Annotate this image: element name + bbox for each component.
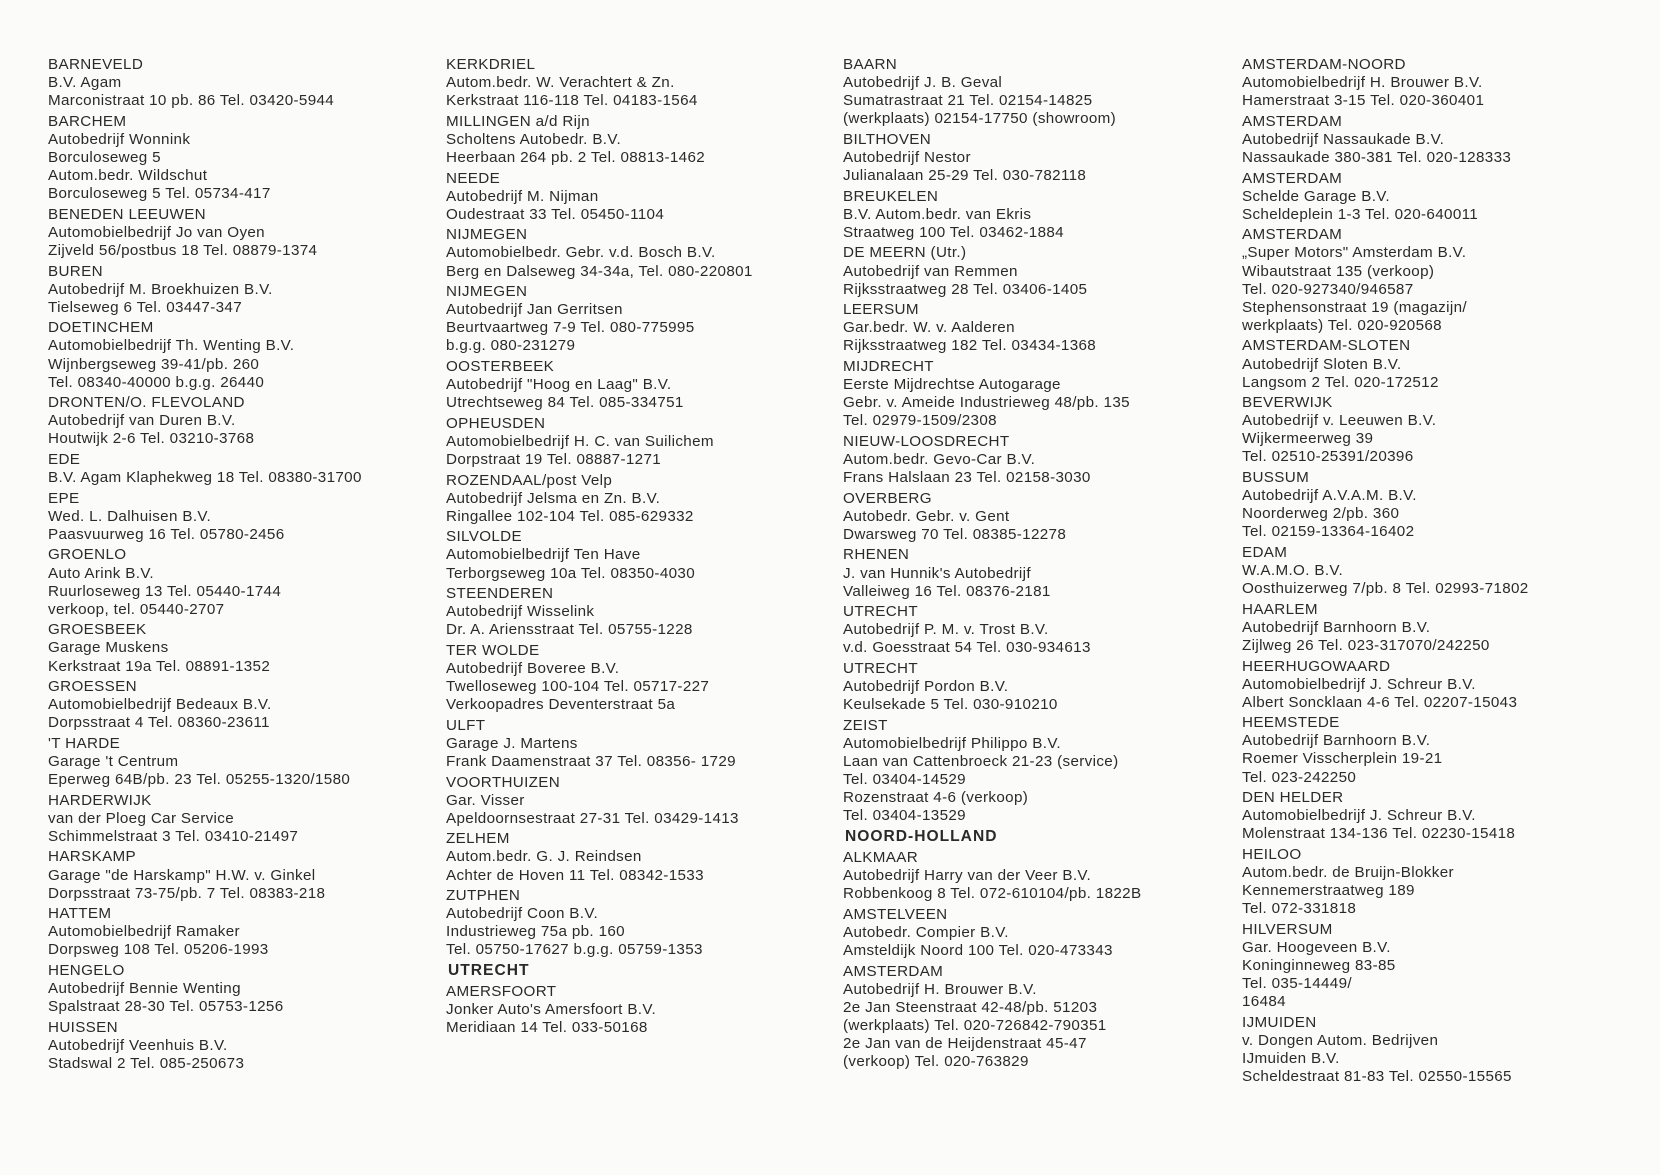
dealer-detail-line: (werkplaats) Tel. 020-726842-790351	[843, 1016, 1107, 1034]
dealer-city: AMSTERDAM	[1242, 169, 1343, 187]
dealer-detail-line: Rozenstraat 4-6 (verkoop)	[843, 789, 1029, 807]
dealer-detail-line: Tel. 020-927340/946587	[1242, 280, 1414, 298]
dealer-detail-line: Straatweg 100 Tel. 03462-1884	[843, 223, 1064, 241]
dealer-city: BAARN	[843, 56, 898, 73]
dealer-city: OVERBERG	[843, 489, 932, 507]
dealer-city: GROESSEN	[48, 678, 137, 696]
dealer-detail-line: Kerkstraat 19a Tel. 08891-1352	[48, 657, 271, 675]
dealer-entry	[1242, 714, 1634, 786]
dealer-city: BENEDEN LEEUWEN	[48, 205, 206, 223]
dealer-detail-line: Marconistraat 10 pb. 86 Tel. 03420-5944	[48, 92, 335, 110]
dealer-detail-line: Automobielbedrijf J. Schreur B.V.	[1242, 675, 1476, 693]
dealer-detail-line: Amsteldijk Noord 100 Tel. 020-473343	[843, 941, 1113, 959]
dealer-detail-line: Eerste Mijdrechtse Autogarage	[843, 376, 1061, 394]
dealer-city: AMSTERDAM-NOORD	[1242, 56, 1406, 73]
dealer-city: AMSTERDAM-SLOTEN	[1242, 337, 1411, 355]
dealer-entry	[446, 113, 838, 167]
dealer-city: BREUKELEN	[843, 187, 939, 205]
dealer-detail-line: Autom.bedr. de Bruijn-Blokker	[1242, 864, 1454, 882]
dealer-detail-line: Autobedrijf Pordon B.V.	[843, 678, 1009, 696]
dealer-detail-line: Tel. 05750-17627 b.g.g. 05759-1353	[446, 941, 703, 959]
dealer-detail-line: Garage J. Martens	[446, 734, 578, 752]
dealer-entry	[446, 226, 838, 280]
dealer-entry	[446, 887, 838, 959]
dealer-detail-line: Autobedrijf Jelsma en Zn. B.V.	[446, 489, 661, 507]
dealer-city: VOORTHUIZEN	[446, 773, 561, 791]
dealer-entry	[843, 301, 1235, 355]
dealer-city: IJMUIDEN	[1242, 1013, 1317, 1031]
dealer-detail-line: Langsom 2 Tel. 020-172512	[1242, 373, 1439, 391]
dealer-detail-line: Hamerstraat 3-15 Tel. 020-360401	[1242, 92, 1485, 110]
dealer-city: ZELHEM	[446, 830, 510, 848]
dealer-detail-line: Auto Arink B.V.	[48, 564, 154, 582]
dealer-entry	[48, 848, 440, 902]
dealer-detail-line: Dorpsstraat 73-75/pb. 7 Tel. 08383-218	[48, 884, 326, 902]
dealer-detail-line: Dwarsweg 70 Tel. 08385-12278	[843, 525, 1067, 543]
dealer-detail-line: Utrechtseweg 84 Tel. 085-334751	[446, 394, 684, 412]
dealer-city: AMSTERDAM	[1242, 112, 1343, 130]
dealer-detail-line: b.g.g. 080-231279	[446, 337, 576, 355]
dealer-detail-line: Paasvuurweg 16 Tel. 05780-2456	[48, 525, 285, 543]
dealer-detail-line: Schimmelstraat 3 Tel. 03410-21497	[48, 827, 299, 845]
dealer-detail-line: Autom.bedr. Wildschut	[48, 167, 208, 185]
dealer-detail-line: Tel. 072-331818	[1242, 900, 1357, 918]
directory-column-2	[446, 56, 838, 1040]
dealer-detail-line: Tel. 02510-25391/20396	[1242, 448, 1414, 466]
dealer-detail-line: Automobielbedrijf Ramaker	[48, 923, 240, 941]
dealer-city: 'T HARDE	[48, 734, 121, 752]
directory-column-3	[843, 56, 1235, 1074]
dealer-detail-line: Industrieweg 75a pb. 160	[446, 923, 625, 941]
dealer-entry	[843, 546, 1235, 600]
section-heading: NOORD-HOLLAND	[845, 827, 998, 845]
dealer-detail-line: B.V. Agam Klaphekweg 18 Tel. 08380-31700	[48, 469, 362, 487]
dealer-detail-line: Gar. Visser	[446, 791, 525, 809]
dealer-detail-line: Wijkermeerweg 39	[1242, 430, 1374, 448]
dealer-entry	[1242, 170, 1634, 224]
dealer-entry	[843, 188, 1235, 242]
dealer-city: AMSTERDAM	[843, 962, 944, 980]
dealer-city: NIEUW-LOOSDRECHT	[843, 432, 1010, 450]
dealer-detail-line: Autom.bedr. W. Verachtert & Zn.	[446, 74, 675, 92]
dealer-city: HEERHUGOWAARD	[1242, 657, 1391, 675]
dealer-city: ZUTPHEN	[446, 887, 521, 905]
dealer-detail-line: Autobedrijf Jan Gerritsen	[446, 301, 623, 319]
dealer-detail-line: Autobedrijf Boveree B.V.	[446, 660, 620, 677]
dealer-entry	[843, 490, 1235, 544]
dealer-detail-line: Molenstraat 134-136 Tel. 02230-15418	[1242, 825, 1516, 843]
dealer-entry	[446, 983, 838, 1037]
dealer-detail-line: Autom.bedr. Gevo-Car B.V.	[843, 450, 1036, 468]
dealer-detail-line: Autobedrijf P. M. v. Trost B.V.	[843, 621, 1049, 639]
dealer-detail-line: Autobedrijf M. Broekhuizen B.V.	[48, 280, 273, 298]
dealer-entry	[446, 642, 838, 714]
dealer-city: ALKMAAR	[843, 848, 919, 866]
dealer-city: BUSSUM	[1242, 469, 1310, 487]
dealer-city: BUREN	[48, 262, 103, 280]
dealer-detail-line: Autobedrijf Bennie Wenting	[48, 980, 241, 998]
dealer-city: UTRECHT	[843, 660, 919, 677]
dealer-detail-line: Frans Halslaan 23 Tel. 02158-3030	[843, 469, 1091, 487]
dealer-city: EPE	[48, 489, 80, 507]
dealer-detail-line: Nassaukade 380-381 Tel. 020-128333	[1242, 148, 1512, 166]
dealer-entry	[843, 717, 1235, 826]
dealer-city: NIJMEGEN	[446, 226, 528, 244]
dealer-detail-line: (werkplaats) 02154-17750 (showroom)	[843, 110, 1117, 128]
dealer-entry	[1242, 846, 1634, 918]
dealer-city: HEEMSTEDE	[1242, 714, 1340, 732]
dealer-entry	[843, 244, 1235, 298]
dealer-detail-line: Autobedrijf Sloten B.V.	[1242, 355, 1402, 373]
dealer-detail-line: Autobedrijf Nestor	[843, 148, 971, 166]
dealer-detail-line: Eperweg 64B/pb. 23 Tel. 05255-1320/1580	[48, 771, 351, 789]
dealer-detail-line: Scheldestraat 81-83 Tel. 02550-15565	[1242, 1068, 1512, 1086]
dealer-detail-line: Noorderweg 2/pb. 360	[1242, 505, 1400, 523]
dealer-city: DEN HELDER	[1242, 789, 1344, 807]
dealer-detail-line: Autobedrijf Harry van der Veer B.V.	[843, 867, 1092, 885]
dealer-entry	[48, 735, 440, 789]
dealer-city: STEENDEREN	[446, 585, 554, 603]
dealer-city: HARSKAMP	[48, 848, 137, 866]
dealer-detail-line: Tielseweg 6 Tel. 03447-347	[48, 298, 243, 316]
dealer-detail-line: Autobedrijf Veenhuis B.V.	[48, 1036, 228, 1054]
dealer-detail-line: Scholtens Autobedr. B.V.	[446, 130, 622, 148]
dealer-detail-line: Stephensonstraat 19 (magazijn/	[1242, 298, 1467, 316]
dealer-detail-line: Rijksstraatweg 182 Tel. 03434-1368	[843, 337, 1097, 355]
dealer-city: AMSTELVEEN	[843, 905, 948, 923]
dealer-detail-line: Albert Soncklaan 4-6 Tel. 02207-15043	[1242, 693, 1518, 711]
dealer-entry	[48, 1019, 440, 1073]
dealer-detail-line: Stadswal 2 Tel. 085-250673	[48, 1054, 245, 1072]
dealer-entry	[446, 717, 838, 771]
dealer-entry	[48, 113, 440, 203]
dealer-detail-line: Autobedrijf Wisselink	[446, 603, 595, 621]
dealer-detail-line: Ruurloseweg 13 Tel. 05440-1744	[48, 582, 282, 600]
dealer-city: HAARLEM	[1242, 600, 1318, 618]
dealer-detail-line: van der Ploeg Car Service	[48, 809, 235, 827]
dealer-city: AMSTERDAM	[1242, 226, 1343, 244]
dealer-entry	[1242, 544, 1634, 598]
dealer-detail-line: Ringallee 102-104 Tel. 085-629332	[446, 507, 694, 525]
dealer-detail-line: Autobedrijf v. Leeuwen B.V.	[1242, 412, 1437, 430]
dealer-detail-line: 2e Jan van de Heijdenstraat 45-47	[843, 1034, 1087, 1052]
dealer-detail-line: Automobielbedrijf Ten Have	[446, 546, 641, 564]
dealer-entry	[843, 56, 1235, 128]
dealer-detail-line: Heerbaan 264 pb. 2 Tel. 08813-1462	[446, 148, 706, 166]
dealer-detail-line: B.V. Agam	[48, 74, 122, 92]
dealer-city: OPHEUSDEN	[446, 414, 546, 432]
dealer-entry	[446, 585, 838, 639]
dealer-entry	[446, 830, 838, 884]
dealer-entry	[1242, 226, 1634, 335]
dealer-detail-line: Automobielbedrijf Philippo B.V.	[843, 734, 1061, 752]
dealer-detail-line: Oosthuizerweg 7/pb. 8 Tel. 02993-71802	[1242, 580, 1529, 598]
dealer-city: HATTEM	[48, 905, 112, 923]
dealer-entry	[1242, 337, 1634, 391]
dealer-detail-line: Frank Daamenstraat 37 Tel. 08356- 1729	[446, 752, 736, 770]
dealer-detail-line: Tel. 02159-13364-16402	[1242, 523, 1415, 541]
dealer-detail-line: Dorpstraat 19 Tel. 08887-1271	[446, 450, 662, 468]
dealer-detail-line: B.V. Autom.bedr. van Ekris	[843, 205, 1032, 223]
dealer-detail-line: Autobedrijf M. Nijman	[446, 187, 599, 205]
dealer-city: RHENEN	[843, 546, 910, 564]
dealer-detail-line: Automobielbedr. Gebr. v.d. Bosch B.V.	[446, 244, 716, 262]
dealer-detail-line: Scheldeplein 1-3 Tel. 020-640011	[1242, 205, 1479, 223]
dealer-detail-line: Roemer Visscherplein 19-21	[1242, 750, 1443, 768]
dealer-city: HUISSEN	[48, 1018, 118, 1036]
dealer-city: HEILOO	[1242, 845, 1302, 863]
dealer-city: UTRECHT	[843, 603, 919, 621]
dealer-entry	[843, 603, 1235, 657]
dealer-detail-line: Twelloseweg 100-104 Tel. 05717-227	[446, 678, 710, 696]
dealer-entry	[843, 963, 1235, 1072]
dealer-detail-line: Autobedrijf A.V.A.M. B.V.	[1242, 487, 1417, 505]
dealer-detail-line: Tel. 02979-1509/2308	[843, 412, 997, 430]
dealer-detail-line: Rijksstraatweg 28 Tel. 03406-1405	[843, 280, 1088, 298]
dealer-city: ULFT	[446, 716, 486, 734]
dealer-detail-line: Sumatrastraat 21 Tel. 02154-14825	[843, 92, 1093, 110]
dealer-city: DE MEERN (Utr.)	[843, 244, 967, 262]
dealer-detail-line: Tel. 023-242250	[1242, 768, 1357, 786]
directory-column-1	[48, 56, 440, 1076]
dealer-entry	[843, 906, 1235, 960]
dealer-detail-line: Schelde Garage B.V.	[1242, 187, 1390, 205]
dealer-detail-line: Gar. Hoogeveen B.V.	[1242, 938, 1391, 956]
dealer-entry	[446, 774, 838, 828]
dealer-detail-line: Achter de Hoven 11 Tel. 08342-1533	[446, 866, 704, 884]
section-heading: UTRECHT	[448, 962, 530, 979]
dealer-detail-line: Autobedrijf "Hoog en Laag" B.V.	[446, 376, 672, 394]
dealer-city: HILVERSUM	[1242, 920, 1333, 938]
dealer-detail-line: Autobedrijf van Duren B.V.	[48, 412, 236, 430]
dealer-detail-line: Borculoseweg 5 Tel. 05734-417	[48, 185, 271, 203]
dealer-entry	[1242, 658, 1634, 712]
dealer-city: HARDERWIJK	[48, 791, 152, 809]
dealer-detail-line: Autobedr. Compier B.V.	[843, 923, 1009, 941]
dealer-entry	[446, 283, 838, 355]
dealer-entry	[1242, 394, 1634, 466]
dealer-entry	[48, 490, 440, 544]
dealer-city: OOSTERBEEK	[446, 358, 555, 375]
dealer-detail-line: Automobielbedrijf H. C. van Suilichem	[446, 432, 714, 450]
dealer-detail-line: Dorpsstraat 4 Tel. 08360-23611	[48, 714, 270, 732]
dealer-detail-line: Houtwijk 2-6 Tel. 03210-3768	[48, 430, 255, 448]
dealer-entry	[48, 263, 440, 317]
dealer-city: DRONTEN/O. FLEVOLAND	[48, 394, 245, 412]
dealer-detail-line: Garage "de Harskamp" H.W. v. Ginkel	[48, 866, 316, 884]
dealer-city: NIJMEGEN	[446, 283, 528, 301]
dealer-detail-line: Gar.bedr. W. v. Aalderen	[843, 319, 1015, 337]
dealer-city: ROZENDAAL/post Velp	[446, 471, 613, 489]
dealer-entry	[446, 528, 838, 582]
dealer-entry	[48, 451, 440, 487]
dealer-detail-line: Zijveld 56/postbus 18 Tel. 08879-1374	[48, 241, 318, 259]
dealer-detail-line: v. Dongen Autom. Bedrijven	[1242, 1031, 1439, 1049]
dealer-detail-line: v.d. Goesstraat 54 Tel. 030-934613	[843, 639, 1091, 657]
dealer-entry	[843, 433, 1235, 487]
dealer-detail-line: Keulsekade 5 Tel. 030-910210	[843, 696, 1058, 714]
dealer-detail-line: Julianalaan 25-29 Tel. 030-782118	[843, 167, 1087, 185]
dealer-city: GROESBEEK	[48, 621, 147, 639]
dealer-detail-line: Autom.bedr. G. J. Reindsen	[446, 848, 642, 866]
dealer-entry	[1242, 921, 1634, 1011]
dealer-detail-line: (verkoop) Tel. 020-763829	[843, 1052, 1029, 1070]
dealer-detail-line: Tel. 03404-14529	[843, 771, 966, 789]
dealer-detail-line: Meridiaan 14 Tel. 033-50168	[446, 1019, 648, 1037]
dealer-detail-line: Laan van Cattenbroeck 21-23 (service)	[843, 752, 1119, 770]
dealer-city: LEERSUM	[843, 301, 919, 319]
dealer-entry	[1242, 789, 1634, 843]
dealer-detail-line: Dr. A. Ariensstraat Tel. 05755-1228	[446, 621, 693, 639]
dealer-detail-line: Terborgseweg 10a Tel. 08350-4030	[446, 564, 696, 582]
dealer-detail-line: Robbenkoog 8 Tel. 072-610104/pb. 1822B	[843, 885, 1142, 903]
dealer-detail-line: Automobielbedrijf Jo van Oyen	[48, 223, 265, 241]
dealer-detail-line: 2e Jan Steenstraat 42-48/pb. 51203	[843, 998, 1098, 1016]
dealer-entry	[446, 170, 838, 224]
dealer-city: SILVOLDE	[446, 528, 522, 546]
dealer-detail-line: Garage 't Centrum	[48, 752, 179, 770]
dealer-entry	[1242, 469, 1634, 541]
dealer-detail-line: Kerkstraat 116-118 Tel. 04183-1564	[446, 92, 698, 110]
dealer-detail-line: Autobedrijf Wonnink	[48, 130, 191, 148]
dealer-detail-line: Spalstraat 28-30 Tel. 05753-1256	[48, 998, 284, 1016]
dealer-entry	[48, 792, 440, 846]
dealer-city: NEEDE	[446, 169, 501, 187]
dealer-city: AMERSFOORT	[446, 983, 557, 1001]
dealer-entry	[48, 905, 440, 959]
dealer-entry	[843, 131, 1235, 185]
dealer-entry	[1242, 113, 1634, 167]
dealer-city: DOETINCHEM	[48, 319, 154, 337]
dealer-detail-line: werkplaats) Tel. 020-920568	[1242, 316, 1442, 334]
dealer-detail-line: Autobedrijf J. B. Geval	[843, 74, 1003, 92]
dealer-detail-line: Garage Muskens	[48, 639, 169, 657]
dealer-detail-line: Automobielbedrijf Th. Wenting B.V.	[48, 337, 295, 355]
dealer-city: MILLINGEN a/d Rijn	[446, 112, 590, 130]
dealer-entry	[843, 849, 1235, 903]
dealer-detail-line: verkoop, tel. 05440-2707	[48, 600, 225, 618]
dealer-city: BARNEVELD	[48, 56, 144, 73]
dealer-city: BILTHOVEN	[843, 130, 932, 148]
dealer-entry	[1242, 1014, 1634, 1086]
dealer-detail-line: Gebr. v. Ameide Industrieweg 48/pb. 135	[843, 394, 1130, 412]
dealer-detail-line: Beurtvaartweg 7-9 Tel. 080-775995	[446, 319, 695, 337]
dealer-entry	[48, 56, 440, 110]
dealer-entry	[446, 56, 838, 110]
dealer-detail-line: Automobielbedrijf H. Brouwer B.V.	[1242, 74, 1483, 92]
dealer-detail-line: J. van Hunnik's Autobedrijf	[843, 564, 1031, 582]
dealer-detail-line: Valleiweg 16 Tel. 08376-2181	[843, 582, 1051, 600]
dealer-detail-line: Wijnbergseweg 39-41/pb. 260	[48, 355, 260, 373]
dealer-detail-line: Wibautstraat 135 (verkoop)	[1242, 262, 1435, 280]
dealer-detail-line: „Super Motors" Amsterdam B.V.	[1242, 244, 1467, 262]
dealer-city: HENGELO	[48, 962, 125, 979]
dealer-detail-line: Tel. 08340-40000 b.g.g. 26440	[48, 373, 265, 391]
dealer-entry	[446, 415, 838, 469]
dealer-detail-line: Jonker Auto's Amersfoort B.V.	[446, 1001, 657, 1019]
directory-column-4	[1242, 56, 1634, 1089]
dealer-detail-line: Oudestraat 33 Tel. 05450-1104	[446, 205, 665, 223]
dealer-detail-line: Automobielbedrijf Bedeaux B.V.	[48, 696, 272, 714]
dealer-entry	[1242, 56, 1634, 110]
dealer-detail-line: Koninginneweg 83-85	[1242, 957, 1396, 974]
dealer-detail-line: Autobedrijf Barnhoorn B.V.	[1242, 618, 1431, 636]
dealer-entry	[48, 394, 440, 448]
dealer-city: TER WOLDE	[446, 641, 540, 659]
dealer-detail-line: Wed. L. Dalhuisen B.V.	[48, 507, 212, 525]
dealer-detail-line: Autobedrijf H. Brouwer B.V.	[843, 980, 1037, 998]
dealer-entry	[1242, 601, 1634, 655]
dealer-entry	[48, 621, 440, 675]
dealer-detail-line: IJmuiden B.V.	[1242, 1049, 1340, 1067]
dealer-detail-line: Zijlweg 26 Tel. 023-317070/242250	[1242, 636, 1490, 654]
dealer-entry	[48, 319, 440, 391]
dealer-detail-line: Autobedrijf Coon B.V.	[446, 905, 599, 923]
dealer-detail-line: Apeldoornsestraat 27-31 Tel. 03429-1413	[446, 809, 739, 827]
dealer-entry	[843, 358, 1235, 430]
dealer-entry	[48, 206, 440, 260]
dealer-detail-line: Tel. 035-14449/	[1242, 975, 1352, 993]
dealer-entry	[48, 546, 440, 618]
dealer-entry	[48, 962, 440, 1016]
dealer-city: BEVERWIJK	[1242, 394, 1333, 412]
dealer-city: KERKDRIEL	[446, 56, 536, 73]
dealer-detail-line: Autobedr. Gebr. v. Gent	[843, 507, 1010, 525]
dealer-detail-line: Autobedrijf van Remmen	[843, 262, 1018, 280]
dealer-city: EDAM	[1242, 543, 1288, 561]
dealer-entry	[48, 678, 440, 732]
dealer-entry	[446, 472, 838, 526]
dealer-city: MIJDRECHT	[843, 358, 934, 375]
dealer-city: EDE	[48, 450, 81, 468]
dealer-city: BARCHEM	[48, 112, 127, 130]
dealer-detail-line: W.A.M.O. B.V.	[1242, 562, 1344, 580]
dealer-detail-line: Kennemerstraatweg 189	[1242, 882, 1415, 900]
dealer-detail-line: Dorpsweg 108 Tel. 05206-1993	[48, 941, 269, 959]
dealer-city: ZEIST	[843, 716, 888, 734]
dealer-entry	[843, 660, 1235, 714]
dealer-detail-line: Autobedrijf Barnhoorn B.V.	[1242, 732, 1431, 750]
dealer-detail-line: Berg en Dalseweg 34-34a, Tel. 080-220801	[446, 262, 753, 280]
dealer-detail-line: Tel. 03404-13529	[843, 807, 966, 825]
dealer-detail-line: Automobielbedrijf J. Schreur B.V.	[1242, 807, 1476, 825]
dealer-detail-line: Verkoopadres Deventerstraat 5a	[446, 696, 676, 714]
dealer-detail-line: Autobedrijf Nassaukade B.V.	[1242, 130, 1445, 148]
dealer-city: GROENLO	[48, 546, 127, 564]
dealer-detail-line: 16484	[1242, 993, 1286, 1011]
dealer-detail-line: Borculoseweg 5	[48, 148, 161, 166]
dealer-entry	[446, 358, 838, 412]
